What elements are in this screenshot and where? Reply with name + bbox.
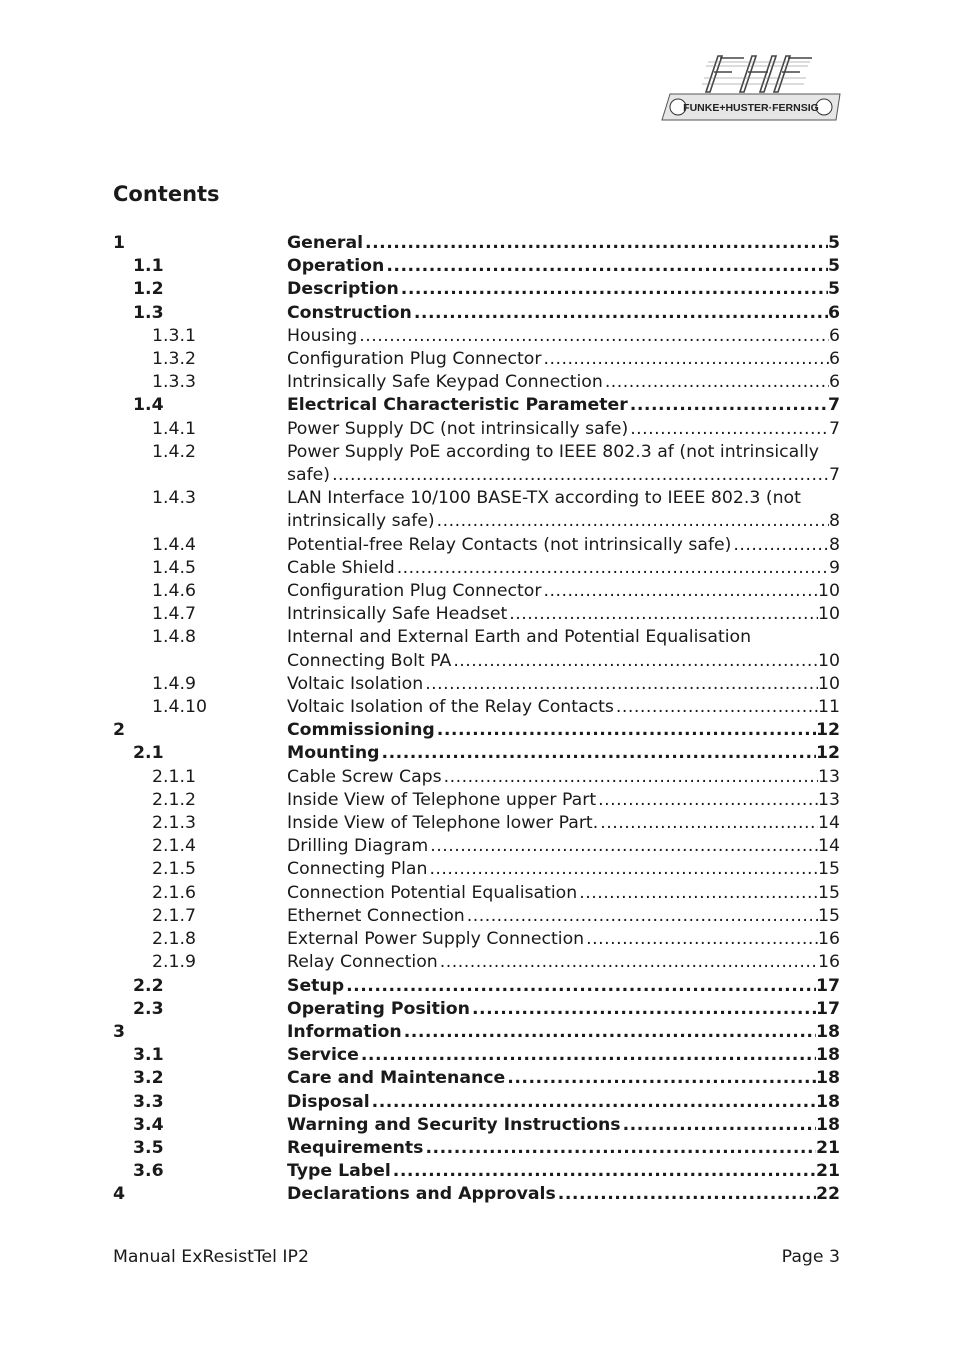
toc-line: [287, 371, 840, 394]
toc-entry-body: [287, 835, 840, 858]
toc-entry[interactable]: [113, 673, 840, 696]
toc-number: 1.3.3: [152, 372, 196, 393]
toc-title: Care and Maintenance: [287, 1068, 506, 1089]
toc-leader-dots: [470, 998, 816, 1021]
toc-number: 1.3: [133, 302, 164, 323]
table-of-contents: [113, 232, 840, 1207]
toc-line: [287, 766, 840, 789]
toc-title: Commissioning: [287, 720, 435, 741]
toc-number: 2.1.6: [152, 882, 196, 903]
toc-leader-dots: [621, 1114, 816, 1137]
toc-title: Operation: [287, 256, 385, 277]
toc-entry[interactable]: [113, 278, 840, 301]
toc-entry-body: [287, 371, 840, 394]
toc-title: Warning and Security Instructions: [287, 1114, 621, 1135]
toc-title: Mounting: [287, 743, 380, 764]
toc-line: [287, 998, 840, 1021]
toc-line: [287, 858, 840, 881]
toc-entry[interactable]: [113, 348, 840, 371]
toc-title: Relay Connection: [287, 952, 438, 973]
toc-title: Configuration Plug Connector: [287, 581, 542, 602]
toc-entry-body: [287, 278, 840, 301]
footer-page-number: Page 3: [781, 1247, 840, 1267]
toc-entry-body: [287, 1114, 840, 1137]
toc-entry[interactable]: [113, 1091, 840, 1114]
toc-entry[interactable]: [113, 975, 840, 998]
toc-leader-dots: [359, 1044, 816, 1067]
toc-page-number: 18: [815, 1114, 840, 1135]
toc-page-number: 15: [818, 882, 840, 903]
toc-entry-body: [287, 1044, 840, 1067]
toc-title: Configuration Plug Connector: [287, 349, 542, 370]
toc-line: [287, 534, 840, 557]
toc-leader-dots: [584, 928, 818, 951]
toc-page-number: 18: [815, 1045, 840, 1066]
toc-number: 3.6: [133, 1161, 164, 1182]
toc-title: Voltaic Isolation of the Relay Contacts: [287, 697, 614, 718]
toc-title: Type Label: [287, 1161, 391, 1182]
toc-leader-dots: [541, 348, 829, 371]
toc-title: Voltaic Isolation: [287, 673, 424, 694]
toc-entry-body: [287, 998, 840, 1021]
toc-title: Disposal: [287, 1091, 370, 1112]
toc-entry-body: [287, 812, 840, 835]
toc-line: [287, 394, 840, 417]
footer-manual-title: Manual ExResistTel IP2: [113, 1247, 309, 1267]
toc-title: Inside View of Telephone lower Part.: [287, 813, 599, 834]
toc-leader-dots: [614, 696, 818, 719]
toc-entry[interactable]: [113, 255, 840, 278]
toc-leader-dots: [731, 534, 829, 557]
toc-page-number: 18: [815, 1068, 840, 1089]
toc-page-number: 5: [827, 279, 840, 300]
toc-leader-dots: [428, 835, 818, 858]
toc-line: [287, 951, 840, 974]
toc-leader-dots: [596, 789, 818, 812]
toc-line: [287, 1044, 840, 1067]
toc-line: [287, 510, 840, 533]
toc-page-number: 18: [815, 1021, 840, 1042]
toc-number: 3: [113, 1021, 126, 1042]
toc-number: 2.1.4: [152, 836, 196, 857]
toc-page-number: 16: [818, 952, 840, 973]
toc-line: [287, 742, 840, 765]
toc-page-number: 6: [827, 302, 840, 323]
toc-leader-dots: [505, 1067, 816, 1090]
toc-title: Cable Screw Caps: [287, 766, 442, 787]
toc-entry-body: [287, 302, 840, 325]
toc-entry-body: [287, 951, 840, 974]
toc-page-number: 13: [818, 766, 840, 787]
toc-leader-dots: [423, 1137, 815, 1160]
toc-entry-body: [287, 1021, 840, 1044]
toc-entry-body: [287, 1183, 840, 1206]
toc-entry[interactable]: [113, 371, 840, 394]
toc-line: [287, 1160, 840, 1183]
toc-leader-dots: [344, 975, 816, 998]
toc-entry-body: [287, 626, 840, 672]
toc-entry-body: [287, 1067, 840, 1090]
toc-entry[interactable]: [113, 557, 840, 580]
toc-leader-dots: [435, 719, 816, 742]
toc-line: [287, 975, 840, 998]
toc-entry[interactable]: [113, 789, 840, 812]
toc-leader-dots: [435, 510, 829, 533]
toc-entry-body: [287, 487, 840, 533]
toc-entry-body: [287, 928, 840, 951]
toc-leader-dots: [438, 951, 818, 974]
toc-number: 2.1.3: [152, 813, 196, 834]
toc-line: [287, 232, 840, 255]
toc-line: [287, 1114, 840, 1137]
toc-page-number: 6: [829, 372, 840, 393]
toc-line: [287, 650, 840, 673]
toc-entry[interactable]: [113, 1137, 840, 1160]
toc-title: Inside View of Telephone upper Part: [287, 789, 597, 810]
toc-page-number: 9: [829, 557, 840, 578]
toc-number: 2.1.9: [152, 952, 196, 973]
toc-page-number: 14: [818, 836, 840, 857]
toc-line: [287, 1021, 840, 1044]
toc-line: [287, 580, 840, 603]
toc-leader-dots: [507, 603, 818, 626]
toc-number: 1.4.8: [152, 627, 196, 648]
toc-number: 3.3: [133, 1091, 164, 1112]
toc-number: 1.4: [133, 395, 164, 416]
toc-number: 1.4.7: [152, 604, 196, 625]
toc-page-number: 10: [818, 604, 840, 625]
toc-entry[interactable]: [113, 951, 840, 974]
toc-line: [287, 1183, 840, 1206]
toc-leader-dots: [598, 812, 818, 835]
toc-leader-dots: [603, 371, 829, 394]
toc-line: [287, 557, 840, 580]
toc-title: Service: [287, 1045, 359, 1066]
toc-entry[interactable]: [113, 325, 840, 348]
toc-title: Setup: [287, 975, 345, 996]
toc-entry[interactable]: [113, 1160, 840, 1183]
toc-entry-body: [287, 1160, 840, 1183]
toc-leader-dots: [628, 394, 828, 417]
toc-leader-dots: [442, 766, 818, 789]
toc-page-number: 15: [818, 859, 840, 880]
toc-leader-dots: [384, 255, 828, 278]
toc-leader-dots: [363, 232, 828, 255]
toc-entry-body: [287, 766, 840, 789]
toc-number: 3.1: [133, 1045, 164, 1066]
toc-entry-body: [287, 255, 840, 278]
toc-entry[interactable]: [113, 905, 840, 928]
toc-page-number: 15: [818, 905, 840, 926]
toc-entry[interactable]: [113, 696, 840, 719]
toc-page-number: 6: [829, 325, 840, 346]
toc-entry-body: [287, 719, 840, 742]
toc-entry[interactable]: [113, 1114, 840, 1137]
toc-title: General: [287, 233, 364, 253]
toc-line: [287, 1091, 840, 1114]
toc-line: [287, 812, 840, 835]
toc-entry[interactable]: [113, 1067, 840, 1090]
toc-title-first-line: LAN Interface 10/100 BASE-TX according to IEEE 802.3 (not: [287, 488, 801, 509]
toc-line: [287, 673, 840, 696]
toc-page-number: 5: [827, 256, 840, 277]
toc-number: 1.4.4: [152, 534, 196, 555]
toc-page-number: 10: [818, 650, 840, 671]
toc-entry[interactable]: [113, 418, 840, 441]
toc-entry-body: [287, 696, 840, 719]
toc-line: [287, 882, 840, 905]
toc-number: 1.2: [133, 279, 164, 300]
toc-page-number: 7: [829, 465, 840, 486]
toc-number: 3.2: [133, 1068, 164, 1089]
toc-entry-body: [287, 441, 840, 487]
toc-number: 1: [113, 233, 126, 253]
logo-company-name: FUNKE+HUSTER·FERNSIG: [683, 102, 819, 114]
toc-title: Intrinsically Safe Headset: [287, 604, 508, 625]
toc-entry-body: [287, 580, 840, 603]
toc-entry-body: [287, 673, 840, 696]
toc-entry-body: [287, 418, 840, 441]
toc-number: 2.1.1: [152, 766, 196, 787]
toc-number: 1.4.10: [152, 697, 207, 718]
toc-entry[interactable]: [113, 1183, 840, 1206]
toc-line: [287, 325, 840, 348]
toc-entry[interactable]: [113, 1021, 840, 1044]
toc-line: [287, 1067, 840, 1090]
toc-entry[interactable]: [113, 626, 840, 672]
toc-entry-body: [287, 905, 840, 928]
toc-entry-body: [287, 742, 840, 765]
toc-entry-body: [287, 232, 840, 255]
toc-entry[interactable]: [113, 998, 840, 1021]
toc-entry[interactable]: [113, 766, 840, 789]
toc-page-number: 7: [829, 418, 840, 439]
toc-line: [287, 905, 840, 928]
toc-title: intrinsically safe): [287, 511, 435, 532]
toc-page-number: 13: [818, 789, 840, 810]
toc-leader-dots: [399, 278, 828, 301]
toc-entry[interactable]: [113, 603, 840, 626]
toc-leader-dots: [556, 1183, 816, 1206]
toc-entry[interactable]: [113, 441, 840, 487]
toc-number: 1.4.1: [152, 418, 196, 439]
toc-page-number: 12: [815, 743, 840, 764]
toc-entry-body: [287, 1091, 840, 1114]
toc-number: 1.4.9: [152, 673, 196, 694]
toc-number: 2.1.7: [152, 905, 196, 926]
toc-number: 4: [113, 1184, 126, 1205]
toc-entry[interactable]: [113, 232, 840, 255]
toc-entry[interactable]: [113, 394, 840, 417]
toc-leader-dots: [370, 1091, 816, 1114]
toc-leader-dots: [391, 1160, 816, 1183]
toc-entry[interactable]: [113, 580, 840, 603]
toc-page-number: 17: [815, 998, 840, 1019]
toc-title: Construction: [287, 302, 412, 323]
toc-number: 1.4.6: [152, 581, 196, 602]
toc-entry[interactable]: [113, 835, 840, 858]
toc-number: 1.4.2: [152, 441, 196, 462]
toc-title: Drilling Diagram: [287, 836, 429, 857]
toc-number: 1.3.1: [152, 325, 196, 346]
toc-title: Cable Shield: [287, 557, 395, 578]
toc-entry-body: [287, 557, 840, 580]
toc-title: Description: [287, 279, 399, 300]
toc-entry-body: [287, 325, 840, 348]
toc-entry-body: [287, 1137, 840, 1160]
toc-number: 2.1.2: [152, 789, 196, 810]
toc-page-number: 8: [829, 511, 840, 532]
toc-entry[interactable]: [113, 882, 840, 905]
toc-line: [287, 719, 840, 742]
page-title: Contents: [113, 182, 220, 206]
toc-page-number: 12: [815, 720, 840, 741]
toc-entry[interactable]: [113, 928, 840, 951]
toc-line: [287, 789, 840, 812]
toc-entry[interactable]: [113, 812, 840, 835]
toc-number: 2.3: [133, 998, 164, 1019]
toc-title: Housing: [287, 325, 358, 346]
toc-line: [287, 928, 840, 951]
toc-line: [287, 278, 840, 301]
toc-page-number: 10: [818, 581, 840, 602]
toc-line: [287, 302, 840, 325]
toc-entry-body: [287, 603, 840, 626]
toc-title: Ethernet Connection: [287, 905, 465, 926]
toc-entry-body: [287, 882, 840, 905]
toc-entry[interactable]: [113, 487, 840, 533]
toc-leader-dots: [402, 1021, 816, 1044]
toc-entry[interactable]: [113, 719, 840, 742]
toc-entry[interactable]: [113, 1044, 840, 1067]
toc-leader-dots: [380, 742, 816, 765]
toc-leader-dots: [577, 882, 818, 905]
toc-entry-body: [287, 348, 840, 371]
toc-line: [287, 348, 840, 371]
toc-title: Electrical Characteristic Parameter: [287, 395, 628, 416]
toc-line: [287, 603, 840, 626]
toc-line: [287, 1137, 840, 1160]
toc-leader-dots: [395, 557, 829, 580]
toc-number: 3.4: [133, 1114, 164, 1135]
toc-entry-body: [287, 975, 840, 998]
toc-title: Power Supply DC (not intrinsically safe): [287, 418, 629, 439]
toc-number: 2.2: [133, 975, 164, 996]
toc-leader-dots: [357, 325, 829, 348]
toc-entry[interactable]: [113, 858, 840, 881]
toc-title: Information: [287, 1021, 402, 1042]
toc-page-number: 14: [818, 813, 840, 834]
toc-title-first-line: Internal and External Earth and Potential Equalisation: [287, 627, 752, 648]
toc-title: safe): [287, 465, 331, 486]
toc-title: Connecting Bolt PA: [287, 650, 452, 671]
toc-page-number: 17: [815, 975, 840, 996]
toc-title: Operating Position: [287, 998, 470, 1019]
toc-number: 2.1.8: [152, 929, 196, 950]
toc-title: Requirements: [287, 1137, 424, 1158]
toc-number: 1.4.3: [152, 488, 196, 509]
toc-line: [287, 696, 840, 719]
toc-number: 1.4.5: [152, 557, 196, 578]
toc-line: [287, 418, 840, 441]
company-logo: [660, 54, 842, 122]
toc-entry[interactable]: [113, 534, 840, 557]
toc-entry-body: [287, 534, 840, 557]
toc-number: 2.1.5: [152, 859, 196, 880]
toc-title: Declarations and Approvals: [287, 1184, 556, 1205]
toc-page-number: 10: [818, 673, 840, 694]
toc-entry[interactable]: [113, 302, 840, 325]
toc-title-first-line: Power Supply PoE according to IEEE 802.3 af (not intrinsically: [287, 441, 820, 462]
toc-line: [287, 464, 840, 487]
toc-title: External Power Supply Connection: [287, 929, 585, 950]
toc-number: 1.1: [133, 256, 164, 277]
toc-number: 2.1: [133, 743, 164, 764]
toc-leader-dots: [412, 302, 828, 325]
fhf-logo-graphic: [660, 54, 842, 122]
toc-page-number: 5: [827, 233, 840, 253]
toc-leader-dots: [423, 673, 818, 696]
toc-entry[interactable]: [113, 742, 840, 765]
toc-number: 1.3.2: [152, 349, 196, 370]
toc-title: Potential-free Relay Contacts (not intrinsically safe): [287, 534, 732, 555]
toc-leader-dots: [427, 858, 818, 881]
toc-entry-body: [287, 789, 840, 812]
toc-leader-dots: [465, 905, 818, 928]
toc-leader-dots: [451, 650, 818, 673]
toc-page-number: 22: [815, 1184, 840, 1205]
toc-page-number: 18: [815, 1091, 840, 1112]
toc-page-number: 8: [829, 534, 840, 555]
toc-line: [287, 835, 840, 858]
toc-title: Connecting Plan: [287, 859, 428, 880]
toc-entry-body: [287, 394, 840, 417]
toc-leader-dots: [541, 580, 818, 603]
toc-title: Connection Potential Equalisation: [287, 882, 578, 903]
toc-title: Intrinsically Safe Keypad Connection: [287, 372, 603, 393]
toc-page-number: 21: [815, 1161, 840, 1182]
toc-number: 2: [113, 720, 126, 741]
toc-entry-body: [287, 858, 840, 881]
toc-leader-dots: [628, 418, 829, 441]
toc-page-number: 21: [815, 1137, 840, 1158]
toc-page-number: 11: [818, 697, 840, 718]
toc-page-number: 6: [829, 349, 840, 370]
toc-leader-dots: [330, 464, 829, 487]
toc-line: [287, 255, 840, 278]
toc-page-number: 16: [818, 929, 840, 950]
toc-page-number: 7: [827, 395, 840, 416]
toc-number: 3.5: [133, 1137, 164, 1158]
